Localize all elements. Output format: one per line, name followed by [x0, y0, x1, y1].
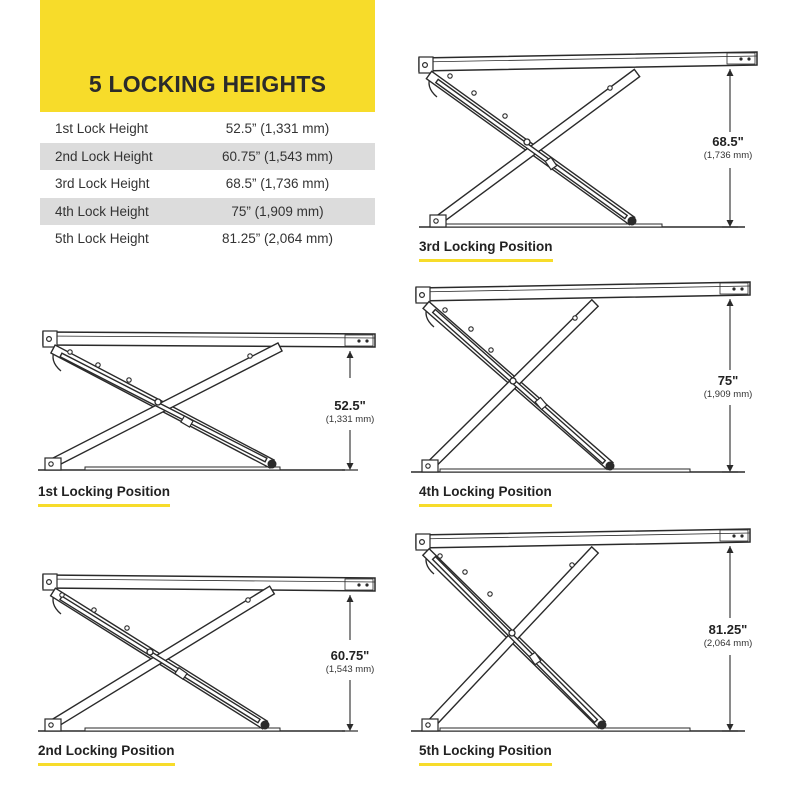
height-mm: (1,543 mm)	[325, 664, 375, 675]
caption-underline	[38, 763, 175, 766]
arm-bolt	[488, 592, 492, 596]
endcap-bolt	[732, 534, 735, 537]
height-mm: (1,909 mm)	[703, 389, 753, 400]
caption-text: 1st Locking Position	[38, 484, 171, 499]
measurement-5th	[688, 622, 768, 649]
roller-wheel	[598, 721, 607, 730]
caption-3rd	[419, 239, 553, 254]
row-label: 4th Lock Height	[55, 203, 149, 219]
row-label: 3rd Lock Height	[55, 176, 150, 192]
measurement-4th	[688, 373, 768, 400]
height-mm: (1,331 mm)	[325, 414, 375, 425]
row-label: 5th Lock Height	[55, 231, 149, 247]
caption-underline	[38, 504, 170, 507]
measurement-3rd	[688, 134, 768, 161]
arrowhead-up	[727, 546, 734, 553]
caption-text: 2nd Locking Position	[38, 743, 175, 758]
caption-underline	[419, 259, 553, 262]
row-label: 1st Lock Height	[55, 121, 149, 137]
caption-text: 5th Locking Position	[419, 743, 552, 758]
height-inches: 75"	[717, 373, 739, 388]
row-value: 75” (1,909 mm)	[231, 203, 324, 219]
height-mm: (2,064 mm)	[703, 638, 753, 649]
center-pivot	[509, 630, 515, 636]
row-value: 68.5” (1,736 mm)	[225, 176, 330, 192]
arm-bolt	[570, 563, 574, 567]
height-inches: 68.5"	[712, 134, 744, 149]
caption-2nd	[38, 743, 175, 758]
height-inches: 60.75"	[330, 648, 370, 663]
arm-bolt	[438, 554, 442, 558]
row-value: 81.25” (2,064 mm)	[221, 231, 334, 247]
top-pivot	[420, 540, 425, 545]
measurement-2nd	[310, 648, 390, 675]
caption-4th	[419, 484, 552, 499]
caption-text: 3rd Locking Position	[419, 239, 553, 254]
endcap-bolt	[740, 534, 743, 537]
caption-underline	[419, 763, 552, 766]
row-value: 52.5” (1,331 mm)	[225, 121, 330, 137]
caption-1st	[38, 484, 170, 499]
caption-underline	[419, 504, 552, 507]
arrowhead-down	[727, 724, 734, 731]
page-title: 5 LOCKING HEIGHTS	[88, 71, 327, 97]
foot-pivot	[426, 723, 430, 727]
row-value: 60.75” (1,543 mm)	[221, 148, 334, 164]
height-mm: (1,736 mm)	[703, 150, 753, 161]
caption-5th	[419, 743, 552, 758]
arm-bolt	[463, 570, 467, 574]
caption-text: 4th Locking Position	[419, 484, 552, 499]
row-label: 2nd Lock Height	[55, 148, 153, 164]
height-inches: 52.5"	[334, 398, 366, 413]
measurement-1st	[310, 398, 390, 425]
height-inches: 81.25"	[708, 622, 748, 637]
base-plate	[440, 728, 690, 731]
